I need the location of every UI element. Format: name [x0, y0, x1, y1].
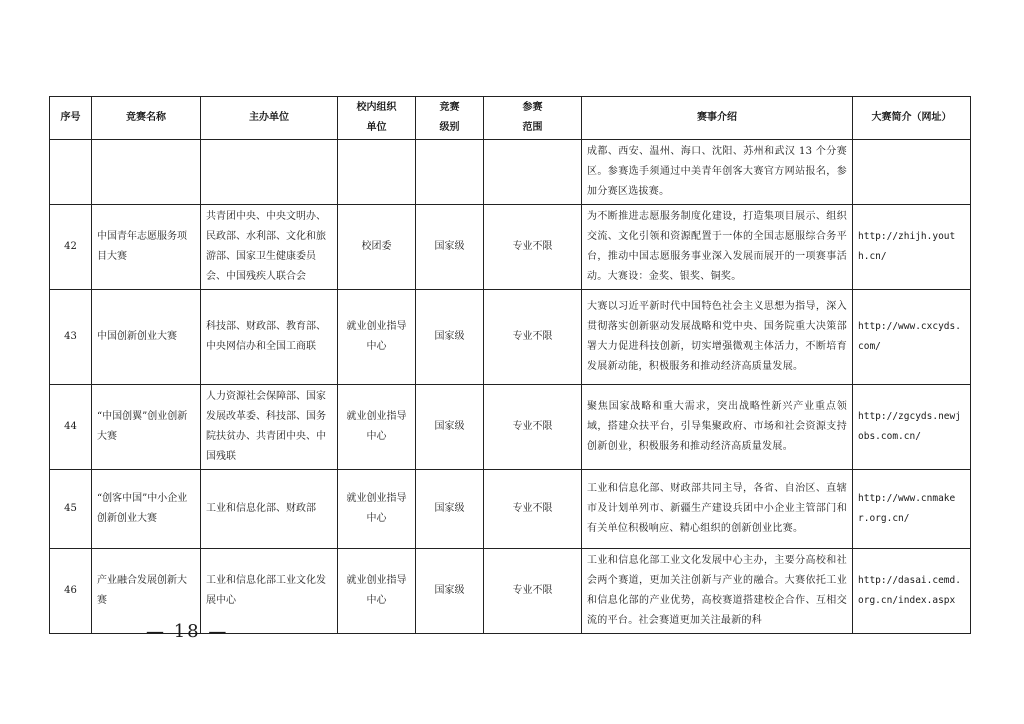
cell-seq: 43 [50, 290, 92, 385]
cell-scope: 专业不限 [484, 385, 582, 470]
cell-org: 就业创业指导中心 [338, 470, 416, 549]
header-name: 竞赛名称 [92, 97, 201, 140]
cell-intro: 成都、西安、温州、海口、沈阳、苏州和武汉 13 个分赛区。参赛选手须通过中美青年创客大赛官方网站报名，参加分赛区选拔赛。 [582, 140, 853, 205]
header-level: 竞赛级别 [416, 97, 484, 140]
cell-level: 国家级 [416, 290, 484, 385]
cell-name: “创客中国”中小企业创新创业大赛 [92, 470, 201, 549]
cell-host: 人力资源社会保障部、国家发展改革委、科技部、国务院扶贫办、共青团中央、中国残联 [201, 385, 338, 470]
cell-seq: 42 [50, 205, 92, 290]
header-site: 大赛简介（网址） [853, 97, 971, 140]
cell-seq: 44 [50, 385, 92, 470]
cell-name: “中国创翼”创业创新大赛 [92, 385, 201, 470]
table-row [50, 470, 971, 549]
cell-intro: 大赛以习近平新时代中国特色社会主义思想为指导，深入贯彻落实创新驱动发展战略和党中央、国务院重大决策部署大力促进科技创新，切实增强微观主体活力，不断培育发展新动能，积极服务和推动经济高质量发展。 [582, 290, 853, 385]
table-row [50, 205, 971, 290]
cell-intro: 为不断推进志愿服务制度化建设，打造集项目展示、组织交流、文化引领和资源配置于一体的全国志愿服综合务平台，推动中国志愿服务事业深入发展而展开的一项赛事活动。大赛设：金奖、银奖、铜奖。 [582, 205, 853, 290]
cell-org: 校团委 [338, 205, 416, 290]
table-row [50, 140, 971, 205]
header-seq: 序号 [50, 97, 92, 140]
cell-intro: 工业和信息化部工业文化发展中心主办，主要分高校和社会两个赛道，更加关注创新与产业的融合。大赛依托工业和信息化部的产业优势，高校赛道搭建校企合作、互相交流的平台。社会赛道更加关注最新的科 [582, 549, 853, 634]
page-number: — 18 — [146, 621, 229, 642]
cell-level: 国家级 [416, 470, 484, 549]
table-row [50, 290, 971, 385]
cell-site[interactable]: http://dasai.cemd.org.cn/index.aspx [853, 549, 971, 634]
competition-table [49, 96, 971, 634]
cell-host: 工业和信息化部、财政部 [201, 470, 338, 549]
cell-org: 就业创业指导中心 [338, 549, 416, 634]
header-intro: 赛事介绍 [582, 97, 853, 140]
cell-host: 工业和信息化部工业文化发展中心 [201, 549, 338, 634]
cell-host [201, 140, 338, 205]
cell-org: 就业创业指导中心 [338, 385, 416, 470]
cell-scope [484, 140, 582, 205]
cell-host: 科技部、财政部、教育部、中央网信办和全国工商联 [201, 290, 338, 385]
cell-intro: 聚焦国家战略和重大需求，突出战略性新兴产业重点领域，搭建众扶平台，引导集聚政府、市场和社会资源支持创新创业，积极服务和推动经济高质量发展。 [582, 385, 853, 470]
cell-scope: 专业不限 [484, 470, 582, 549]
table-header-row [50, 97, 971, 140]
cell-scope: 专业不限 [484, 205, 582, 290]
cell-seq: 46 [50, 549, 92, 634]
cell-org: 就业创业指导中心 [338, 290, 416, 385]
cell-seq: 45 [50, 470, 92, 549]
cell-scope: 专业不限 [484, 549, 582, 634]
cell-scope: 专业不限 [484, 290, 582, 385]
cell-seq [50, 140, 92, 205]
cell-name: 产业融合发展创新大赛 [92, 549, 201, 634]
table-row [50, 385, 971, 470]
cell-site[interactable]: http://www.cnmaker.org.cn/ [853, 470, 971, 549]
cell-level: 国家级 [416, 385, 484, 470]
cell-level: 国家级 [416, 549, 484, 634]
cell-name [92, 140, 201, 205]
cell-level [416, 140, 484, 205]
cell-site[interactable]: http://zhijh.youth.cn/ [853, 205, 971, 290]
cell-site[interactable]: http://www.cxcyds.com/ [853, 290, 971, 385]
cell-org [338, 140, 416, 205]
cell-site[interactable]: http://zgcyds.newjobs.com.cn/ [853, 385, 971, 470]
cell-intro: 工业和信息化部、财政部共同主导，各省、自治区、直辖市及计划单列市、新疆生产建设兵团中小企业主管部门和有关单位积极响应、精心组织的创新创业比赛。 [582, 470, 853, 549]
header-host: 主办单位 [201, 97, 338, 140]
cell-site [853, 140, 971, 205]
header-org: 校内组织单位 [338, 97, 416, 140]
cell-host: 共青团中央、中央文明办、民政部、水利部、文化和旅游部、国家卫生健康委员会、中国残疾人联合会 [201, 205, 338, 290]
header-scope: 参赛范围 [484, 97, 582, 140]
cell-level: 国家级 [416, 205, 484, 290]
cell-name: 中国青年志愿服务项目大赛 [92, 205, 201, 290]
cell-name: 中国创新创业大赛 [92, 290, 201, 385]
